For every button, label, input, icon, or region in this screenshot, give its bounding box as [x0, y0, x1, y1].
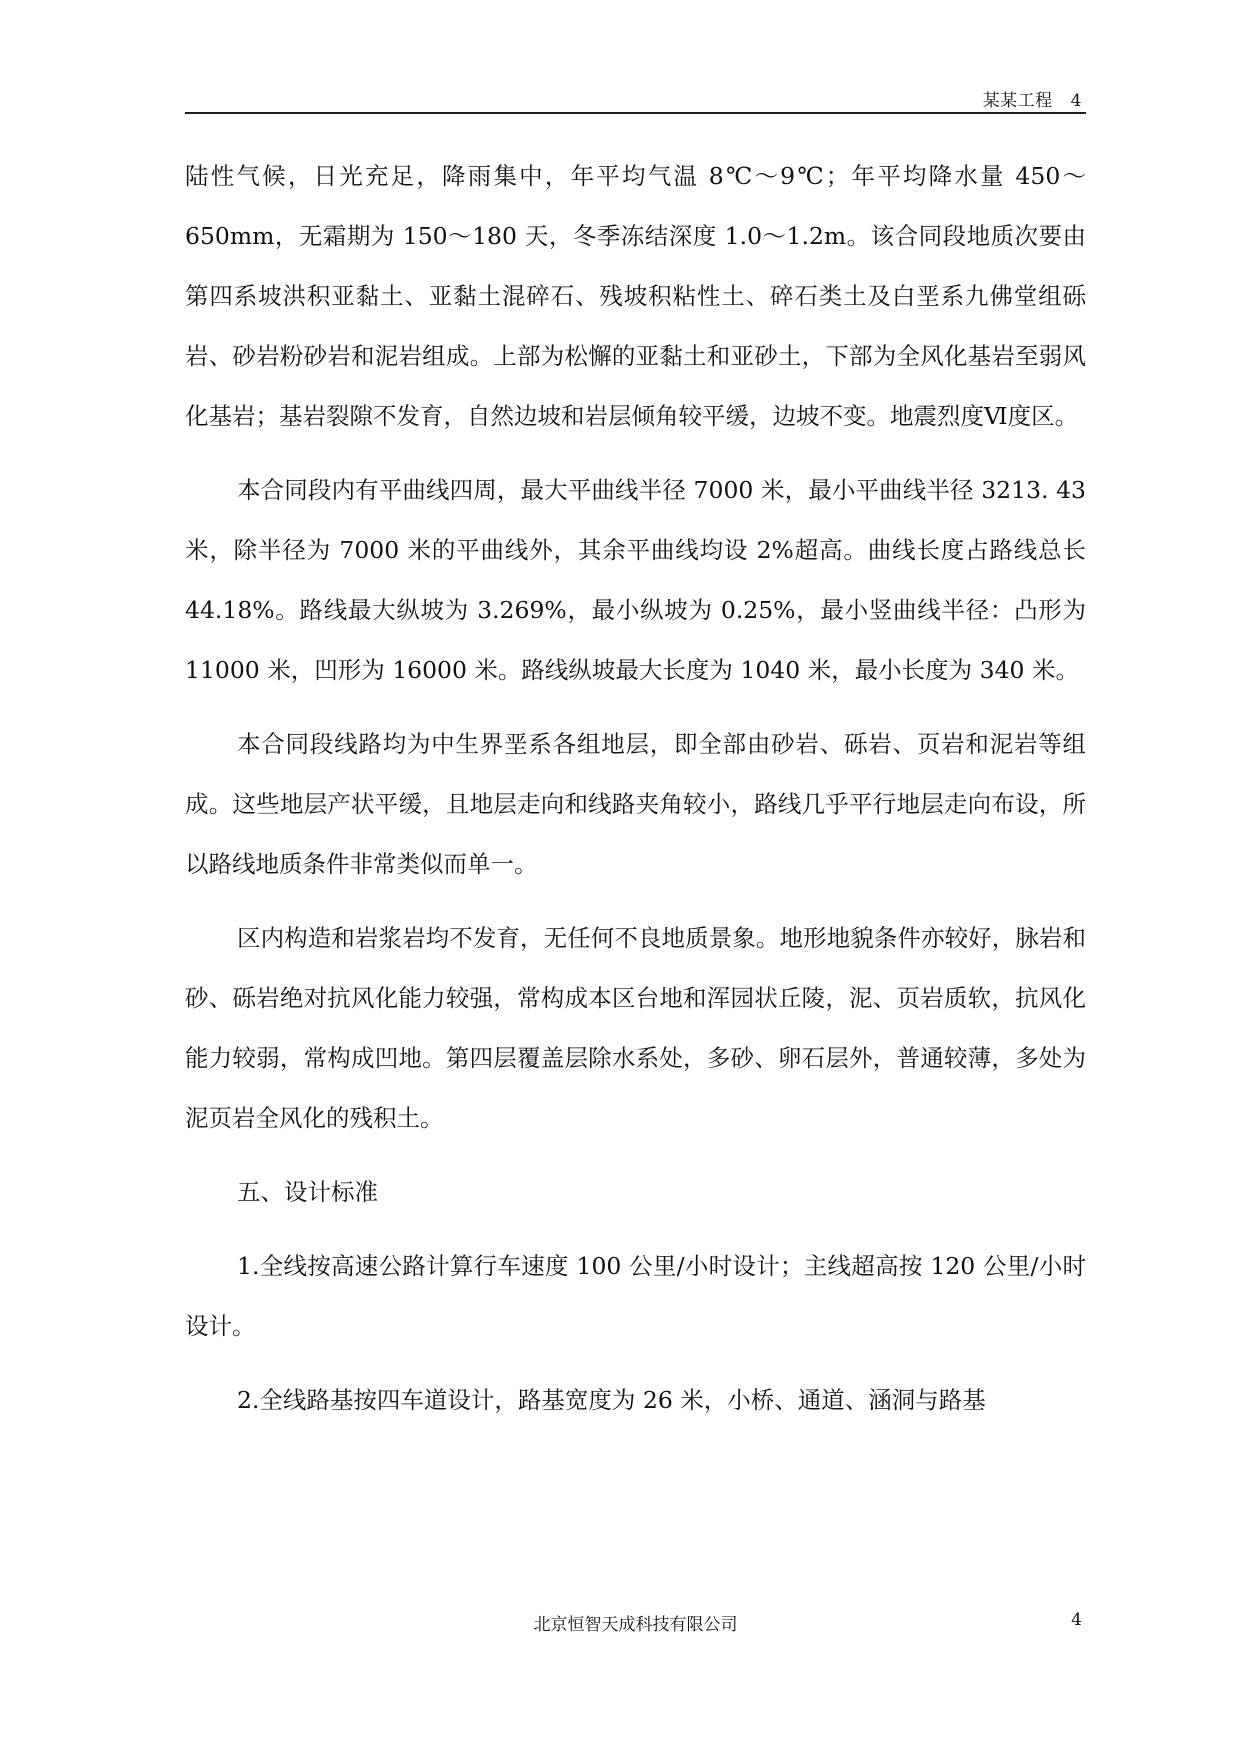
- footer-company: 北京恒智天成科技有限公司: [533, 1615, 738, 1635]
- page-footer: [185, 1610, 1086, 1640]
- page-header: [185, 84, 1086, 114]
- document-body: [185, 146, 1086, 1430]
- footer-page-number: 4: [1071, 1610, 1082, 1630]
- paragraph-strata: 本合同段线路均为中生界垩系各组地层，即全部由砂岩、砾岩、页岩和泥岩等组成。这些地层产状平缓，且地层走向和线路夹角较小，路线几乎平行地层走向布设，所以路线地质条件非常类似而单一。: [185, 730, 1086, 878]
- paragraph-curves: 本合同段内有平曲线四周，最大平曲线半径 7000 米，最小平曲线半径 3213. 43 米，除半径为 7000 米的平曲线外，其余平曲线均设 2%超高。曲线长度占路线总长 44.18%。路线最大纵坡为 3.269%，最小纵坡为 0.25%，最小竖曲线半径：凸形为 11000 米，凹形为 16000 米。路线纵坡最大长度为 1040 米，最小长度为 340 米。: [185, 476, 1086, 684]
- header-title: 某某工程: [982, 91, 1053, 111]
- paragraph-climate-geology: 陆性气候，日光充足，降雨集中，年平均气温 8℃～9℃；年平均降水量 450～650mm，无霜期为 150～180 天，冬季冻结深度 1.0～1.2m。该合同段地质次要由第四系坡洪积亚黏土、亚黏土混碎石、残坡积粘性土、碎石类土及白垩系九佛堂组砾岩、砂岩粉砂岩和泥岩组成。上部为松懈的亚黏土和亚砂土，下部为全风化基岩至弱风化基岩；基岩裂隙不发育，自然边坡和岩层倾角较平缓，边坡不变。地震烈度Ⅵ度区。: [185, 162, 1086, 430]
- paragraph-structure: 区内构造和岩浆岩均不发育，无任何不良地质景象。地形地貌条件亦较好，脉岩和砂、砾岩绝对抗风化能力较强，常构成本区台地和浑园状丘陵，泥、页岩质软，抗风化能力较弱，常构成凹地。第四层覆盖层除水系处，多砂、卵石层外，普通较薄，多处为泥页岩全风化的残积土。: [185, 924, 1086, 1132]
- section-heading-design-standards: 五、设计标准: [237, 1178, 378, 1206]
- header-text: [983, 86, 1082, 111]
- paragraph-standard-1: 1.全线按高速公路计算行车速度 100 公里/小时设计；主线超高按 120 公里/小时设计。: [185, 1252, 1086, 1340]
- header-page-number: 4: [1070, 91, 1082, 111]
- paragraph-standard-2: 2.全线路基按四车道设计，路基宽度为 26 米，小桥、通道、涵洞与路基: [237, 1386, 986, 1414]
